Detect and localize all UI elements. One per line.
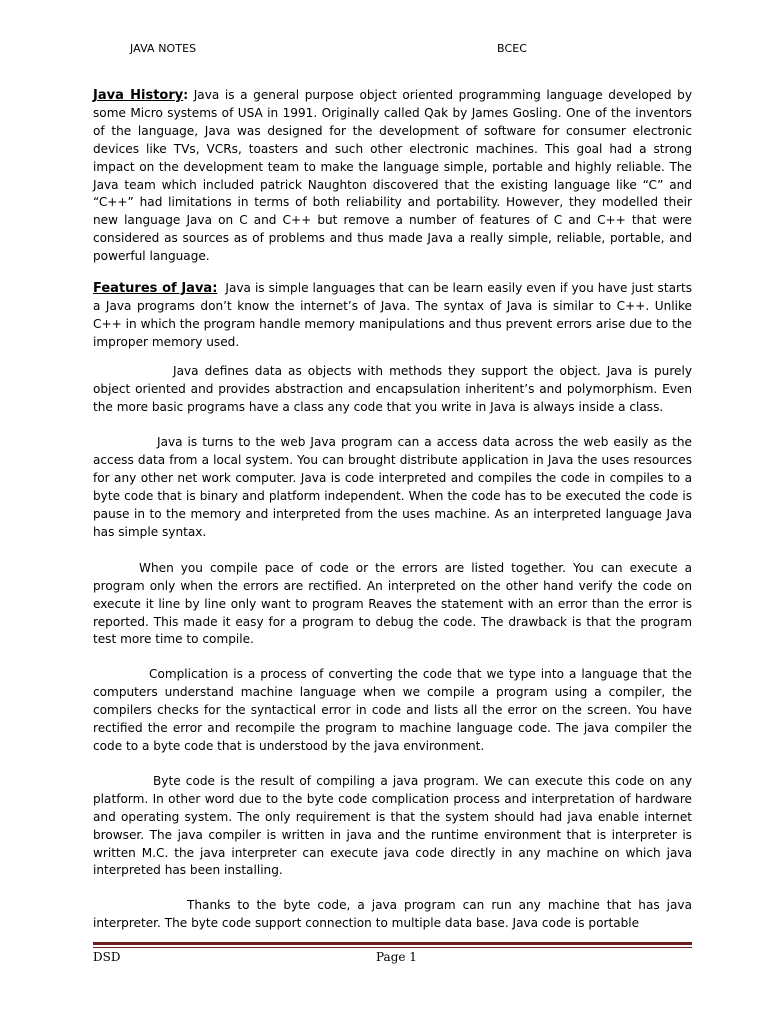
objects-paragraph: Java defines data as objects with methods they support the object. Java is purely object oriented and provides abstraction and encapsulation inheritent’s and polymorphism. Even the more basic programs have a class any code that you write in Java is always inside a class. — [93, 363, 692, 414]
footer-rule-thick — [93, 942, 692, 945]
footer-left-text: DSD — [93, 950, 121, 964]
history-paragraph — [93, 87, 692, 266]
bytecode-paragraph: Byte code is the result of compiling a java program. We can execute this code on any platform. In other word due to the byte code complication process and interpretation of hardware and operating system. The only requirement is that the system should had java enable internet browser. The java compiler is written in java and the runtime environment that is interpreter is written M.C. the java interpreter can execute java code directly in any machine on which java interpreted has been installing. — [93, 773, 692, 878]
thanks-paragraph: Thanks to the byte code, a java program can run any machine that has java interpreter. The byte code support connection to multiple data base. Java code is portable — [93, 898, 692, 931]
features-heading: Features of Java: — [93, 281, 218, 297]
header-right-text: BCEC — [497, 42, 528, 55]
features-text: Java is simple languages that can be learn easily even if you have just starts a Java programs don’t know the internet’s of Java. The syntax of Java is similar to C++. Unlike C++ in which the program handle memory manipulations and thus prevent errors arise due to the improper memory used. — [93, 281, 696, 349]
history-heading: Java History — [93, 88, 184, 103]
history-text: Java is a general purpose object oriented programming language developed by some Micro systems of USA in 1991. Originally called Qak by James Gosling. One of the inventors of the language, Java was designed for the development of software for consumer electronic devices like TVs, VCRs, toasters and such other electronic machines. This goal had a strong impact on the development team to make the language simple, portable and highly reliable. The Java team which included patrick Naughton discovered that the existing language like “C” and “C++” had limitations in terms of both reliability and portability. However, they modelled their new language Java on C and C++ but remove a number of features of C and C++ that were considered as sources as of problems and thus made Java a really simple, reliable, portable, and powerful language. — [93, 88, 692, 264]
history-heading-colon: : — [183, 88, 189, 102]
complication-paragraph: Complication is a process of converting the code that we type into a language that the computers understand machine language when we compile a program using a compiler, the compilers checks for the syntactical error in code and lists all the error on the screen. You have rectified the error and recompile the program to machine language code. The java compiler the code to a byte code that is understood by the java environment. — [93, 667, 692, 753]
footer-rule-thin — [93, 947, 692, 948]
compile-paragraph: When you compile pace of code or the errors are listed together. You can execute a program only when the errors are rectified. An interpreted on the other hand verify the code on execute it line by line only want to program Reaves the statement with an error than the error is reported. This made it easy for a program to debug the code. The drawback is that the program test more time to compile. — [93, 560, 692, 647]
document-body — [93, 87, 696, 944]
features-paragraph — [93, 280, 696, 352]
page-footer — [0, 950, 768, 968]
web-paragraph: Java is turns to the web Java program can a access data across the web easily as the access data from a local system. You can brought distribute application in Java the uses resources for any other net work computer. Java is code interpreted and compiles the code in compiles to a byte code that is binary and platform independent. When the code has to be executed the code is pause in to the memory and interpreted from the uses machine. As an interpreted language Java has simple syntax. — [93, 435, 692, 539]
page-header — [0, 42, 768, 58]
page-number: Page 1 — [376, 950, 417, 964]
header-left-text: JAVA NOTES — [130, 42, 197, 55]
